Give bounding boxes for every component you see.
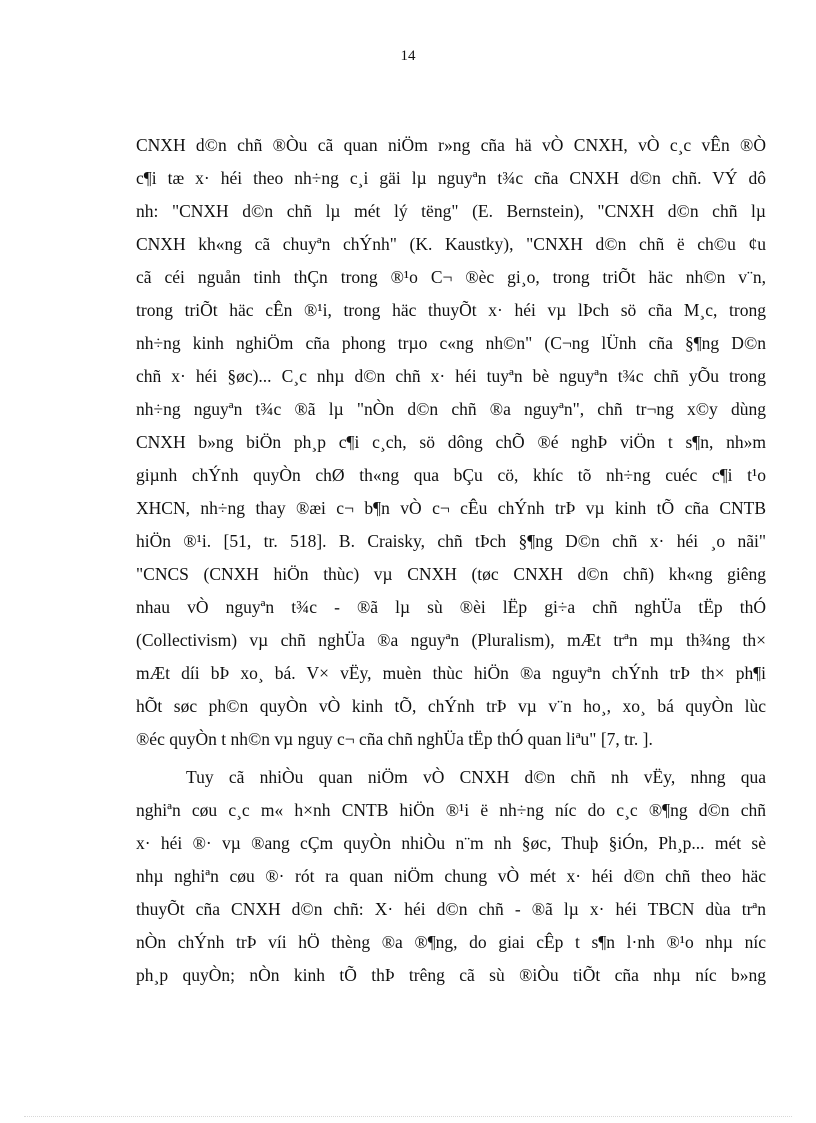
page-number: 14 xyxy=(400,48,416,64)
paragraph-line: hÕt søc ph©n quyÒn vÒ kinh tÕ, chÝnh trÞ vµ v¨n ho¸, xo¸ bá quyÒn lùc xyxy=(136,696,766,716)
paragraph-line: ®éc quyÒn t nh©n vµ nguy c¬ cña chñ nghÜa tËp thÓ quan liªu" [7, tr. ]. xyxy=(136,729,653,749)
paragraph-line: nghiªn cøu c¸c m« h×nh CNTB hiÖn ®¹i ë nh÷ng níc do c¸c ®¶ng d©n chñ xyxy=(136,800,766,820)
paragraph-line: c¶i tæ x· héi theo nh÷ng c¸i gäi lµ nguyªn t¾c cña CNXH d©n chñ. VÝ dô xyxy=(136,168,766,188)
page-bottom-rule xyxy=(24,1116,792,1117)
paragraph-line: trong triÕt häc cÊn ®¹i, trong häc thuyÕt x· héi vµ lÞch sö cña M¸c, trong xyxy=(136,300,766,320)
paragraph-line: nh÷ng nguyªn t¾c ®ã lµ "nÒn d©n chñ ®a nguyªn", chñ tr¬ng x©y dùng xyxy=(136,399,766,419)
paragraph-line: XHCN, nh÷ng thay ®æi c¬ b¶n vÒ c¬ cÊu chÝnh trÞ vµ kinh tÕ cña CNTB xyxy=(136,498,766,518)
paragraph-line: CNXH d©n chñ ®Òu cã quan niÖm r»ng cña hä vÒ CNXH, vÒ c¸c vÊn ®Ò xyxy=(136,135,766,155)
paragraph-line: Tuy cã nhiÒu quan niÖm vÒ CNXH d©n chñ nh vËy, nhng qua xyxy=(186,767,766,787)
paragraph-2 xyxy=(136,761,766,992)
paragraph-line: x· héi ®· vµ ®ang cÇm quyÒn nhiÒu n¨m nh §øc, Thuþ §iÓn, Ph¸p... mét sè xyxy=(136,833,766,853)
paragraph-line: nhau vÒ nguyªn t¾c - ®ã lµ sù ®èi lËp gi÷a chñ nghÜa tËp thÓ xyxy=(136,597,766,617)
paragraph-1 xyxy=(136,129,766,756)
paragraph-line: ph¸p quyÒn; nÒn kinh tÕ thÞ trêng cã sù ®iÒu tiÕt cña nhµ níc b»ng xyxy=(136,965,766,985)
paragraph-line: nh÷ng kinh nghiÖm cña phong trµo c«ng nh©n" (C¬ng lÜnh cña §¶ng D©n xyxy=(136,333,766,353)
paragraph-line: nhµ nghiªn cøu ®· rót ra quan niÖm chung vÒ mét x· héi d©n chñ theo häc xyxy=(136,866,766,886)
paragraph-line: mÆt díi bÞ xo¸ bá. V× vËy, muèn thùc hiÖn ®a nguyªn chÝnh trÞ th× ph¶i xyxy=(136,663,766,683)
paragraph-line: chñ x· héi §øc)... C¸c nhµ d©n chñ x· héi tuyªn bè nguyªn t¾c chñ yÕu trong xyxy=(136,366,766,386)
body-text xyxy=(136,129,766,992)
paragraph-line: thuyÕt cña CNXH d©n chñ: X· héi d©n chñ - ®ã lµ x· héi TBCN dùa trªn xyxy=(136,899,766,919)
paragraph-line: CNXH kh«ng cã chuyªn chÝnh" (K. Kaustky), "CNXH d©n chñ ë ch©u ¢u xyxy=(136,234,766,254)
paragraph-line: cã céi nguån tinh thÇn trong ®¹o C¬ ®èc gi¸o, trong triÕt häc nh©n v¨n, xyxy=(136,267,766,287)
paragraph-line: "CNCS (CNXH hiÖn thùc) vµ CNXH (tøc CNXH d©n chñ) kh«ng giêng xyxy=(136,564,766,584)
paragraph-line: nh: "CNXH d©n chñ lµ mét lý tëng" (E. Bernstein), "CNXH d©n chñ lµ xyxy=(136,201,766,221)
paragraph-line: (Collectivism) vµ chñ nghÜa ®a nguyªn (Pluralism), mÆt trªn mµ th¾ng th× xyxy=(136,630,766,650)
paragraph-line: nÒn chÝnh trÞ víi hÖ thèng ®a ®¶ng, do giai cÊp t s¶n l·nh ®¹o nhµ níc xyxy=(136,932,766,952)
paragraph-line: giµnh chÝnh quyÒn chØ th«ng qua bÇu cö, khíc tõ nh÷ng cuéc c¶i t¹o xyxy=(136,465,766,485)
paragraph-line: CNXH b»ng biÖn ph¸p c¶i c¸ch, sö dông chÕ ®é nghÞ viÖn t s¶n, nh»m xyxy=(136,432,766,452)
paragraph-line: hiÖn ®¹i. [51, tr. 518]. B. Craisky, chñ tÞch §¶ng D©n chñ x· héi ¸o nãi" xyxy=(136,531,766,551)
